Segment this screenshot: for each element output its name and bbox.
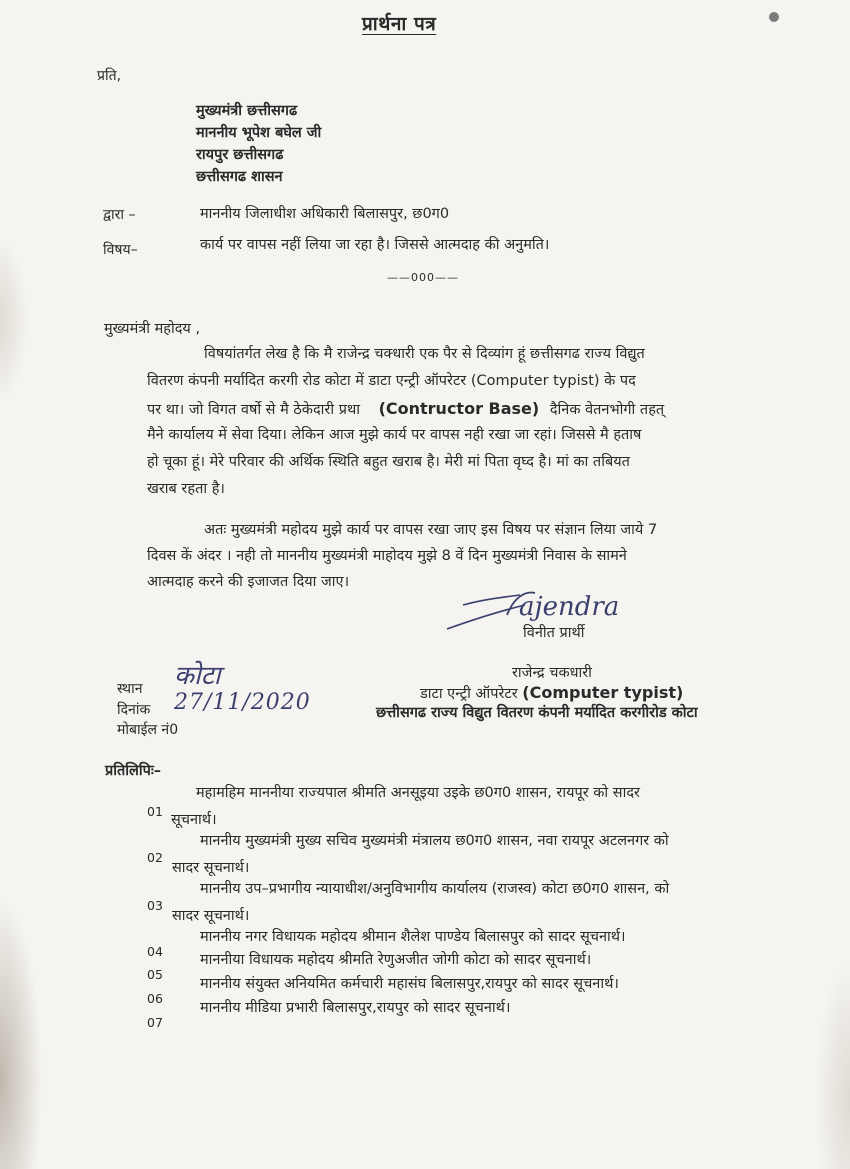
- body-line: विषयांतर्गत लेख है कि मै राजेन्द्र चक्धारी एक पैर से दिव्यांग हूं छत्तीसगढ राज्य विद्युत: [204, 346, 645, 362]
- date-label: दिनांक: [117, 702, 151, 718]
- body-line: दिवस कें अंदर । नही तो माननीय मुख्यमंत्री माहोदय मुझे 8 वें दिन मुख्यमंत्री निवास के सामने: [147, 548, 627, 564]
- subject-value: कार्य पर वापस नहीं लिया जा रहा है। जिससे आत्मदाह की अनुमति।: [200, 237, 550, 253]
- copy-heading: प्रतिलिपिः–: [105, 763, 162, 779]
- sender-name: राजेन्द्र चकधारी: [512, 665, 592, 681]
- sender-org: छत्तीसगढ राज्य विद्युत वितरण कंपनी मर्यादित करगीरोड कोटा: [376, 705, 698, 721]
- copy-number: 05: [147, 967, 163, 982]
- copy-item: माननीय मुख्यमंत्री मुख्य सचिव मुख्यमंत्री मंत्रालय छ0ग0 शासन, नवा रायपूर अटलनगर को सादर सूचनार्थ।: [172, 833, 669, 876]
- svg-text:ajendra: ajendra: [519, 592, 620, 622]
- to-label: प्रति,: [97, 68, 122, 84]
- body-line: खराब रहता है।: [147, 481, 225, 497]
- designation-english: (Computer typist): [522, 683, 684, 702]
- copy-number: 01: [147, 804, 163, 819]
- salutation: मुख्यमंत्री महोदय ,: [104, 321, 201, 337]
- copy-number: 06: [147, 991, 163, 1006]
- copy-item: माननीय संयुक्त अनियमित कर्मचारी महासंघ बिलासपुर,रायपुर को सादर सूचनार्थ।: [200, 976, 619, 992]
- body-line: [147, 395, 664, 424]
- date-value-handwritten: 27/11/2020: [174, 690, 311, 715]
- body-fragment: पर था। जो विगत वर्षो से मै ठेकेदारी प्रथा: [147, 402, 360, 418]
- separator: ——000——: [387, 271, 459, 284]
- address-line-1: मुख्यमंत्री छत्तीसगढ: [196, 103, 298, 119]
- copy-item: माननीय उप–प्रभागीय न्यायाधीश/अनुविभागीय कार्यालय (राजस्व) कोटा छ0ग0 शासन, को सादर सूचनार्थ।: [172, 881, 670, 924]
- body-line: वितरण कंपनी मर्यादित करगी रोड कोटा में डाटा एन्ट्री ऑपरेटर (Computer typist) के पद: [147, 373, 636, 389]
- mobile-label: मोबाईल नं0: [117, 722, 179, 738]
- place-label: स्थान: [117, 681, 143, 697]
- copy-item: महामहिम माननीया राज्यपाल श्रीमति अनसूइया उइके छ0ग0 शासन, रायपूर को सादर सूचनार्थ।: [171, 785, 640, 828]
- address-line-3: रायपुर छत्तीसगढ: [196, 147, 284, 163]
- copy-number: 03: [147, 898, 163, 913]
- contractor-base-text: (Contructor Base): [378, 399, 540, 418]
- body-line: हो चूका हूं। मेरे परिवार की अर्थिक स्थिति बहुत खराब है। मेरी मां पिता वृघ्द है। मां का तबियत: [147, 454, 630, 470]
- copy-number: 04: [147, 944, 163, 959]
- address-line-2: माननीय भूपेश बघेल जी: [196, 125, 322, 141]
- body-line: मैने कार्यालय में सेवा दिया। लेकिन आज मुझे कार्य पर वापस नही रखा जा रहां। जिससे मै हताष: [147, 427, 642, 443]
- body-line: अतः मुख्यमंत्री महोदय मुझे कार्य पर वापस रखा जाए इस विषय पर संज्ञान लिया जाये 7: [204, 522, 658, 538]
- sign-off: विनीत प्रार्थी: [523, 625, 585, 641]
- body-line: आत्मदाह करने की इजाजत दिया जाए।: [147, 574, 350, 590]
- copy-item: माननीया विधायक महोदय श्रीमति रेणुअजीत जोगी कोटा को सादर सूचनार्थ।: [200, 952, 592, 968]
- via-value: माननीय जिलाधीश अधिकारी बिलासपुर, छ0ग0: [200, 206, 450, 222]
- subject-label: विषय–: [103, 242, 138, 258]
- copy-item: माननीय मीडिया प्रभारी बिलासपुर,रायपुर को सादर सूचनार्थ।: [200, 1000, 511, 1016]
- body-fragment: दैनिक वेतनभोगी तहत्: [549, 402, 665, 418]
- designation-hindi: डाटा एन्ट्री ऑपरेटर: [420, 686, 523, 702]
- place-value-handwritten: कोटा: [174, 661, 221, 691]
- copy-number: 02: [147, 850, 163, 865]
- letter-title: प्रार्थना पत्र: [362, 13, 437, 35]
- copy-item: माननीय नगर विधायक महोदय श्रीमान शैलेश पाण्डेय बिलासपुर को सादर सूचनार्थ।: [200, 929, 626, 945]
- ink-dot: [769, 12, 779, 22]
- address-line-4: छत्तीसगढ शासन: [196, 169, 283, 185]
- sender-designation: [420, 683, 683, 703]
- copy-number: 07: [147, 1015, 163, 1030]
- via-label: द्वारा –: [103, 207, 136, 223]
